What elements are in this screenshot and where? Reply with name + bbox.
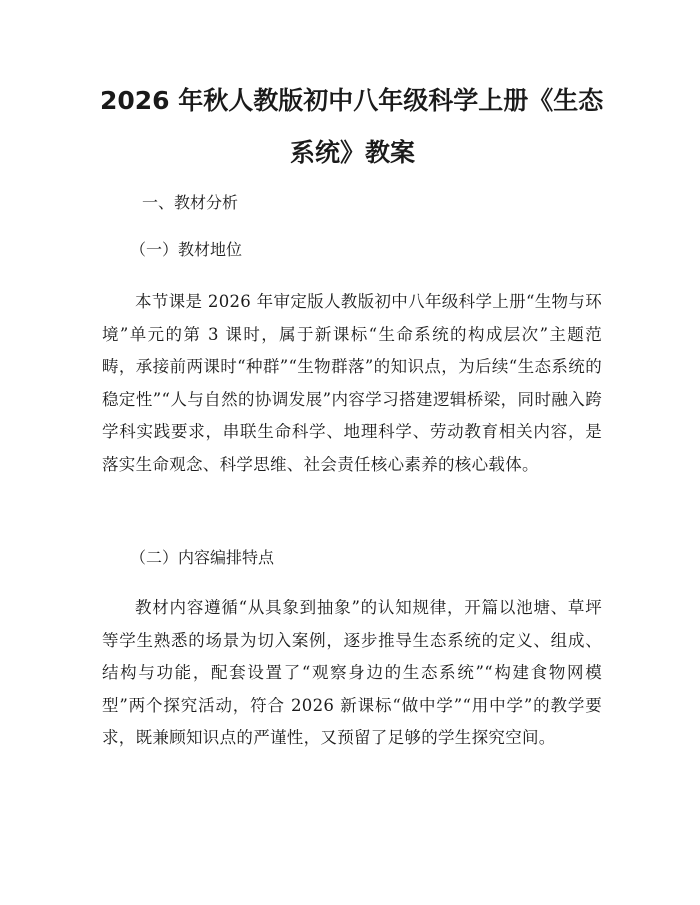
document-title-line1: 2026 年秋人教版初中八年级科学上册《生态 (100, 86, 604, 115)
document-title-line2: 系统》教案 (289, 138, 415, 167)
section-heading-textbook-analysis: 一、教材分析 (142, 193, 239, 212)
subsection-heading-content-features: （二）内容编排特点 (130, 548, 275, 567)
subsection-heading-textbook-position: （一）教材地位 (130, 240, 243, 259)
paragraph-content-features: 教材内容遵循“从具象到抽象”的认知规律，开篇以池塘、草坪等学生熟悉的场景为切入案例，逐步推导生态系统的定义、组成、结构与功能，配套设置了“观察身边的生态系统”“构建食物网模型”两个探究活动，符合 2026 新课标“做中学”“用中学”的教学要求，既兼顾知识点的严谨性，又预留了足够的学生探究空间。 (102, 598, 602, 747)
paragraph-textbook-position: 本节课是 2026 年审定版人教版初中八年级科学上册“生物与环境”单元的第 3 课时，属于新课标“生命系统的构成层次”主题范畴，承接前两课时“种群”“生物群落”的知识点，为后续“生态系统的稳定性”“人与自然的协调发展”内容学习搭建逻辑桥梁，同时融入跨学科实践要求，串联生命科学、地理科学、劳动教育相关内容，是落实生命观念、科学思维、社会责任核心素养的核心载体。 (102, 292, 602, 474)
